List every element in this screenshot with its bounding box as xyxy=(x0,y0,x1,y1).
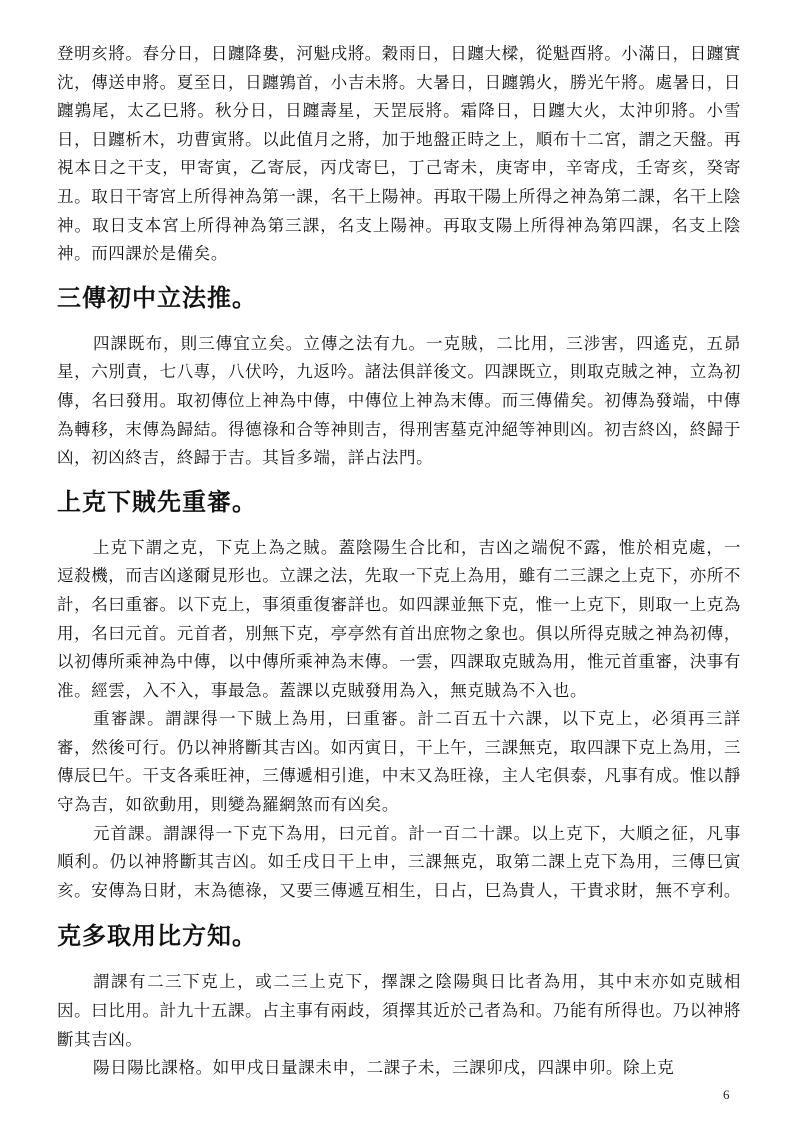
document-page xyxy=(57,40,741,1083)
paragraph-1: 登明亥將。春分日，日躔降婁，河魁戌將。穀雨日，日躔大樑，從魁酉將。小滿日，日躔實沈，傳送申將。夏至日，日躔鶉首，小吉未將。大暑日，日躔鶉火，勝光午將。處暑日，日躔鶉尾，太乙巳將。秋分日，日躔壽星，天罡辰將。霜降日，日躔大火，太沖卯將。小雪日，日躔析木，功曹寅將。以此值月之將，加于地盤正時之上，順布十二宮，謂之天盤。再視本日之干支，甲寄寅，乙寄辰，丙戊寄巳，丁己寄未，庚寄申，辛寄戌，壬寄亥，癸寄丑。取日干寄宮上所得神為第一課，名干上陽神。再取干陽上所得之神為第二課，名干上陰神。取日支本宮上所得神為第三課，名支上陽神。再取支陽上所得神為第四課，名支上陰神。而四課於是備矣。 xyxy=(57,44,741,264)
paragraph-7: 陽日陽比課格。如甲戌日量課未申，二課子未，三課卯戌，四課申卯。除上克 xyxy=(93,1058,675,1078)
paragraph-6: 謂課有二三下克上，或二三上克下，擇課之陰陽與日比者為用，其中末亦如克賊相因。曰比用。計九十五課。占主事有兩歧，須擇其近於己者為和。乃能有所得也。乃以神將斷其吉凶。 xyxy=(57,972,741,1049)
section-heading-ke-duo: 克多取用比方知。 xyxy=(57,922,257,951)
section-heading-san-chuan: 三傳初中立法推。 xyxy=(57,283,257,312)
section-heading-shang-ke: 上克下賊先重審。 xyxy=(57,487,257,516)
paragraph-4: 重審課。謂課得一下賊上為用，曰重審。計二百五十六課，以下克上，必須再三詳審，然後可行。仍以神將斷其吉凶。如丙寅日，干上午，三課無克，取四課下克上為用，三傳辰巳午。干支各乘旺神，三傳遞相引進，中末又為旺祿，主人宅俱泰，凡事有成。惟以靜守為吉，如欲動用，則變為羅網煞而有凶矣。 xyxy=(57,709,741,815)
paragraph-5: 元首課。謂課得一下克下為用，曰元首。計一百二十課。以上克下，大順之征，凡事順利。仍以神將斷其吉凶。如壬戌日干上申，三課無克，取第二課上克下為用，三傳巳寅亥。安傳為日財，末為德祿，又要三傳遞互相生，日占，巳為貴人，干貴求財，無不亨利。 xyxy=(57,823,741,900)
paragraph-2: 四課既布，則三傳宜立矣。立傳之法有九。一克賊，二比用，三涉害，四遙克，五昴星，六別責，七八專，八伏吟，九返吟。諸法俱詳後文。四課既立，則取克賊之神，立為初傳，名曰發用。取初傳位上神為中傳，中傳位上神為末傳。而三傳備矣。初傳為發端，中傳為轉移，末傳為歸結。得德祿和合等神則吉，得刑害墓克沖絕等神則凶。初吉終凶，終歸于凶，初凶終吉，終歸于吉。其旨多端，詳占法門。 xyxy=(57,333,741,468)
page-number: 6 xyxy=(723,1087,730,1102)
paragraph-3: 上克下謂之克，下克上為之賊。蓋陰陽生合比和，吉凶之端倪不露，惟於相克處，一逗殺機，而吉凶遂爾見形也。立課之法，先取一下克上為用，雖有二三課之上克下，亦所不計，名曰重審。以下克上，事須重復審詳也。如四課並無下克，惟一上克下，則取一上克為用，名曰元首。元首者，別無下克，亭亭然有首出庶物之象也。俱以所得克賊之神為初傳，以初傳所乘神為中傳，以中傳所乘神為末傳。一雲，四課取克賊為用，惟元首重審，決事有准。經雲，入不入，事最急。蓋課以克賊發用為入，無克賊為不入也。 xyxy=(57,537,741,700)
